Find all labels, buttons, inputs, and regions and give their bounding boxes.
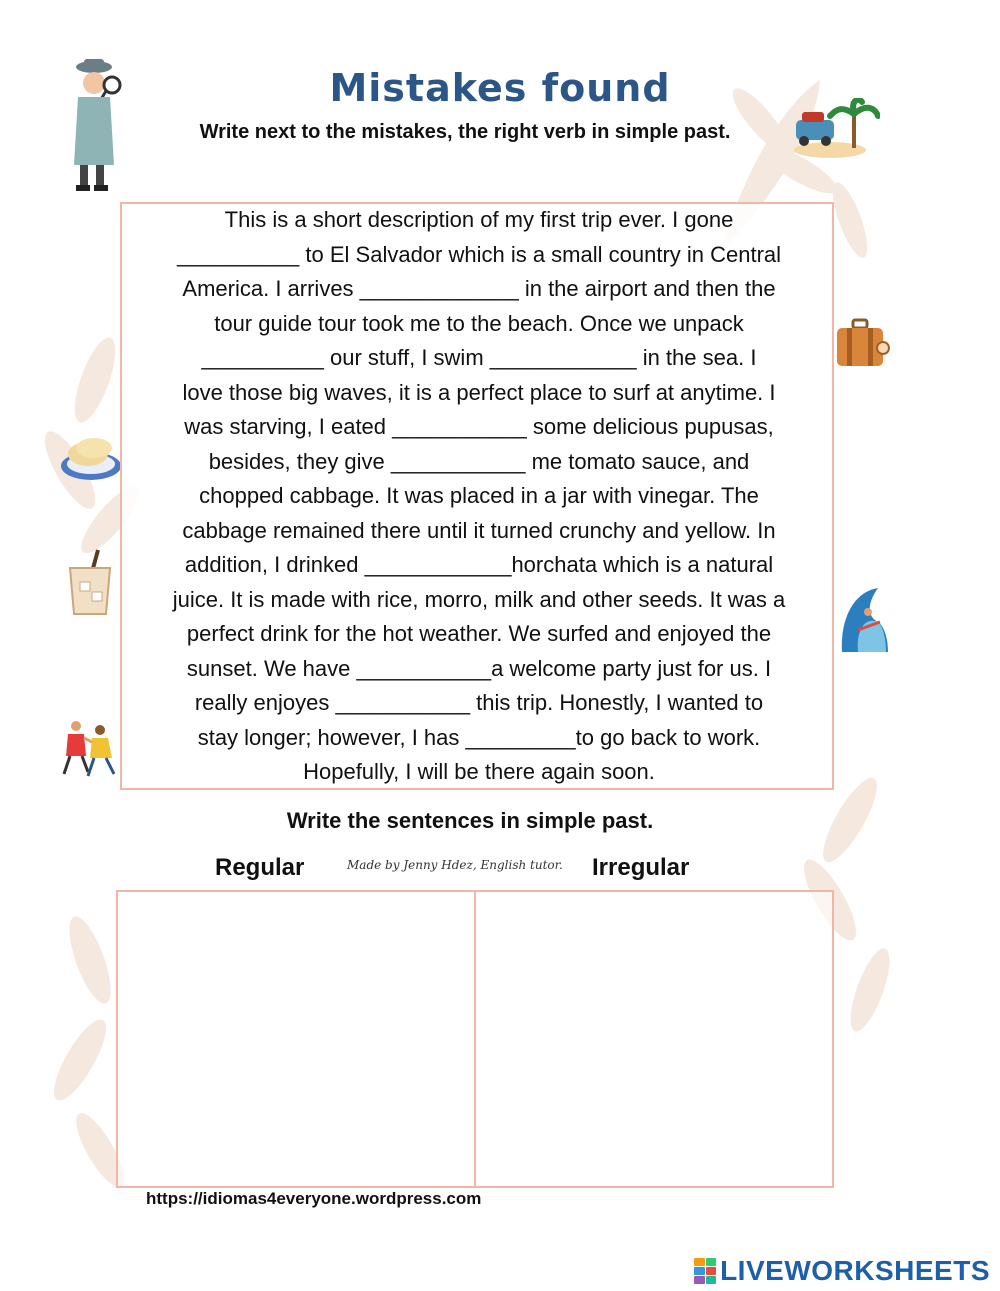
story-line: addition, I drinked ____________horchata which is a natural xyxy=(184,552,774,577)
column-header-irregular: Irregular xyxy=(592,854,690,881)
story-line: __________ to El Salvador which is a small country in Central xyxy=(176,242,782,267)
brand-name: LIVEWORKSHEETS xyxy=(720,1255,990,1286)
story-line: Hopefully, I will be there again soon. xyxy=(303,759,655,784)
horchata-cup-icon xyxy=(62,548,124,618)
story-line: besides, they give ___________ me tomato sauce, and xyxy=(208,449,750,474)
brand-logo xyxy=(694,1255,990,1287)
surf-wave-icon xyxy=(838,582,890,654)
suitcase-icon xyxy=(835,318,890,370)
column-header-regular: Regular xyxy=(215,854,305,881)
story-line: tour guide tour took me to the beach. Once we unpack xyxy=(214,311,744,336)
dancers-icon xyxy=(58,716,120,778)
story-line: __________ our stuff, I swim ____________ in the sea. I xyxy=(201,345,757,370)
regular-answer-area[interactable] xyxy=(118,892,476,1186)
story-line: perfect drink for the hot weather. We surfed and enjoyed the xyxy=(186,621,772,646)
pupusa-plate-icon xyxy=(58,428,124,486)
story-line: sunset. We have ___________a welcome party just for us. I xyxy=(186,656,772,681)
story-line: cabbage remained there until it turned crunchy and yellow. In xyxy=(182,518,776,543)
story-line: was starving, I eated ___________ some delicious pupusas, xyxy=(184,414,774,439)
irregular-answer-area[interactable] xyxy=(476,892,832,1186)
instruction-text: Write next to the mistakes, the right verb in simple past. xyxy=(199,121,731,143)
story-line: America. I arrives _____________ in the airport and then the xyxy=(182,276,776,301)
author-credit: Made by Jenny Hdez, English tutor. xyxy=(347,858,563,872)
story-line: really enjoyes ___________ this trip. Honestly, I wanted to xyxy=(194,690,764,715)
section-subtitle: Write the sentences in simple past. xyxy=(286,808,654,833)
story-box xyxy=(120,202,834,790)
source-url: https://idiomas4everyone.wordpress.com xyxy=(146,1189,482,1208)
brand-grid-icon xyxy=(694,1258,716,1284)
worksheet-title: Mistakes found xyxy=(329,66,671,110)
answer-table xyxy=(116,890,834,1188)
story-line: stay longer; however, I has _________to go back to work. xyxy=(197,725,761,750)
story-line: This is a short description of my first trip ever. I gone xyxy=(224,207,734,232)
story-line: chopped cabbage. It was placed in a jar with vinegar. The xyxy=(199,483,759,508)
story-line: juice. It is made with rice, morro, milk and other seeds. It was a xyxy=(172,587,786,612)
story-line: love those big waves, it is a perfect place to surf at anytime. I xyxy=(182,380,776,405)
